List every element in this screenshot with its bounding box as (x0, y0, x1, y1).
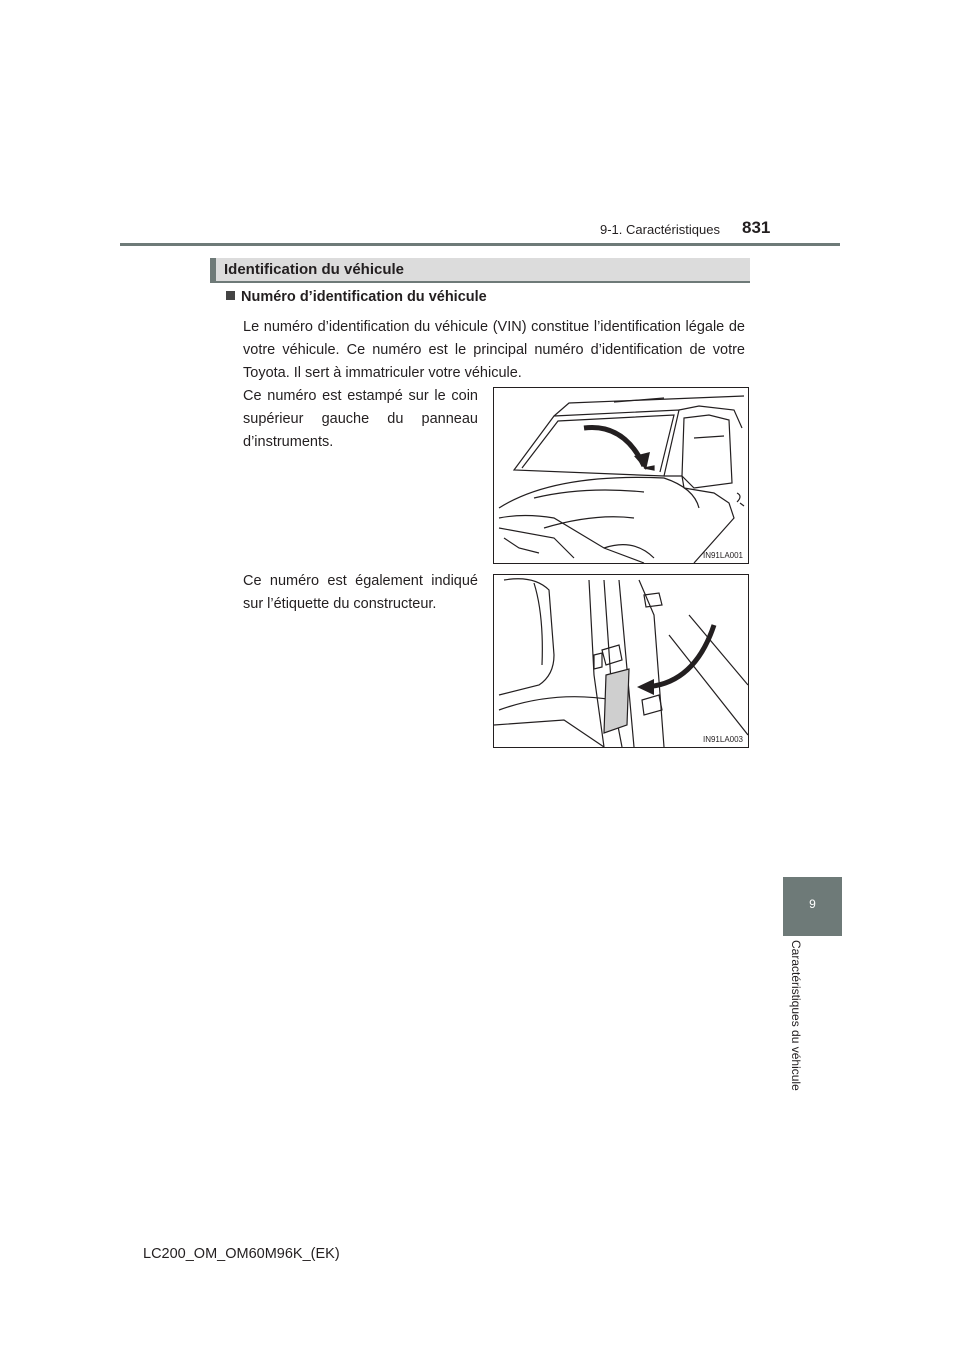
chapter-tab (783, 877, 842, 936)
section-bar (210, 258, 750, 283)
header-section: 9-1. Caractéristiques (600, 222, 720, 237)
chapter-number: 9 (809, 897, 816, 911)
paragraph-vin: Le numéro d’identification du véhicule (VIN) constitue l’identification légale de votre véhicule. Ce numéro est le principal numéro d’identification de votre Toyota. Il sert à immatriculer votre véhicule. (243, 319, 745, 381)
figure-code: IN91LA003 (702, 735, 743, 744)
paragraph-dashboard: Ce numéro est estampé sur le coin supérieur gauche du panneau d’instruments. (243, 388, 478, 450)
footer-code: LC200_OM_OM60M96K_(EK) (143, 1246, 340, 1262)
chapter-label: Caractéristiques du véhicule (789, 940, 803, 1091)
figure-windshield-vin (493, 387, 749, 564)
subsection-heading (226, 289, 487, 305)
subsection-title: Numéro d’identification du véhicule (241, 289, 487, 305)
paragraph-label: Ce numéro est également indiqué sur l’étiquette du constructeur. (243, 573, 478, 612)
header-rule (120, 243, 840, 246)
page-number: 831 (742, 218, 771, 237)
square-bullet-icon (226, 291, 235, 300)
vehicle-front-illustration (494, 388, 748, 563)
section-title: Identification du véhicule (224, 261, 405, 278)
figure-door-label (493, 574, 749, 748)
section-marker (210, 258, 216, 281)
figure-code: IN91LA001 (702, 551, 743, 560)
door-pillar-illustration (494, 575, 748, 747)
